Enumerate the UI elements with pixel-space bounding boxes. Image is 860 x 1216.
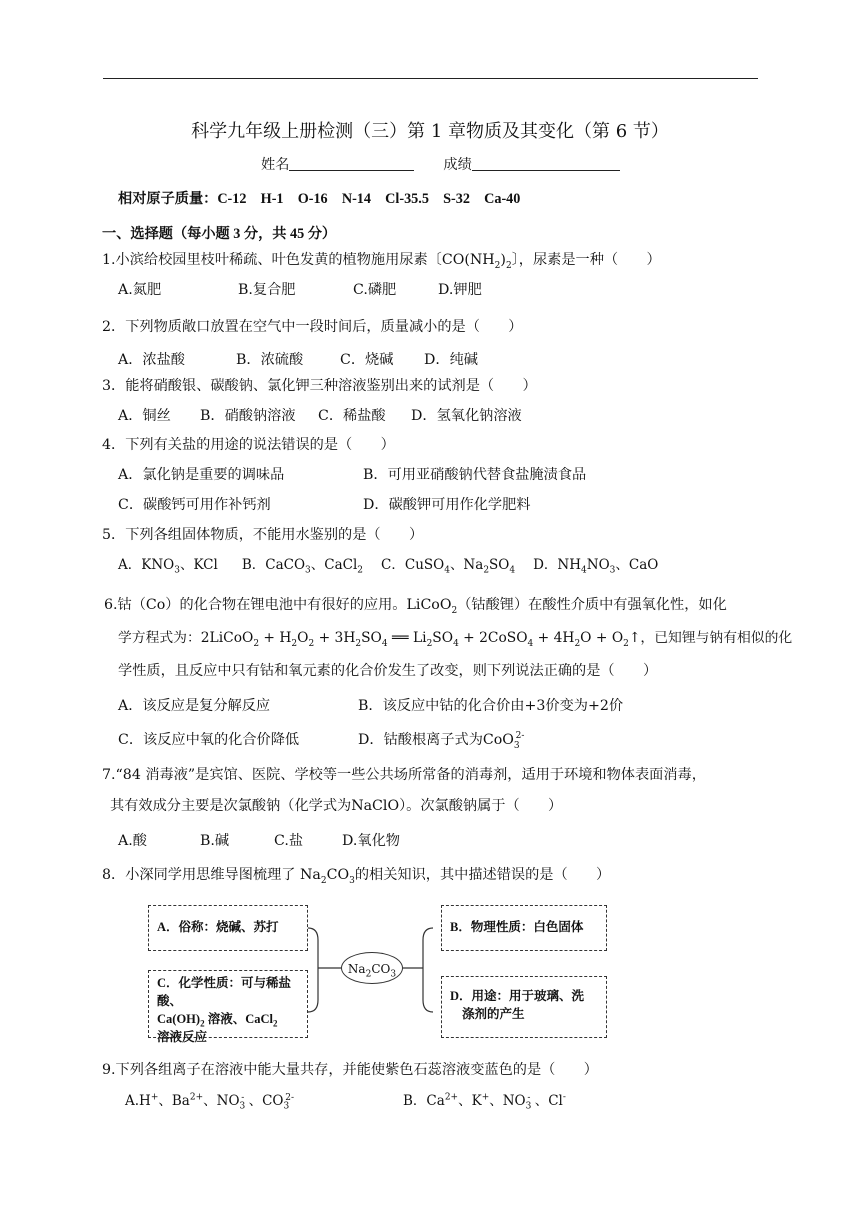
option-a[interactable]: A．$KNO_3$、KCl xyxy=(118,557,218,576)
option-c[interactable]: C．稀盐酸 xyxy=(318,408,386,424)
option-a[interactable]: A.酸 xyxy=(118,833,147,849)
option-c[interactable]: C．烧碱 xyxy=(340,352,394,368)
question-1-options xyxy=(118,281,482,299)
page-title: 科学九年级上册检测（三）第 1 章物质及其变化（第 6 节） xyxy=(191,121,669,142)
option-b[interactable]: B．硝酸钠溶液 xyxy=(200,408,296,424)
question-2: 2．下列物质敞口放置在空气中一段时间后，质量减小的是（ ） xyxy=(102,319,523,335)
question-7-line-2: 其有效成分主要是次氯酸钠（化学式为NaClO）。次氯酸钠属于（ ） xyxy=(110,798,563,814)
question-5: 5．下列各组固体物质，不能用水鉴别的是（ ） xyxy=(102,527,424,543)
option-a[interactable]: A.H+、$Ba^{2+}$、$NO_3^-$ 、$CO_3^{2-}$ xyxy=(125,1092,295,1112)
question-6-options-ab xyxy=(118,697,623,715)
option-c[interactable]: C．碳酸钙可用作补钙剂 xyxy=(118,497,271,513)
box-d: D．用途：用于玻璃、洗 涤剂的产生 xyxy=(441,976,607,1038)
question-8: 8．小深同学用思维导图梳理了 $Na_2CO_3$的相关知识，其中描述错误的是（ ） xyxy=(102,867,611,886)
question-6-options-cd xyxy=(118,731,524,749)
question-4: 4．下列有关盐的用途的说法错误的是（ ） xyxy=(102,437,395,453)
option-d[interactable]: D．$NH_4NO_3$、CaO xyxy=(533,557,659,576)
name-blank[interactable] xyxy=(289,156,414,171)
option-c[interactable]: C.磷肥 xyxy=(353,282,397,298)
question-3: 3．能将硝酸银、碳酸钠、氯化钾三种溶液鉴别出来的试剂是（ ） xyxy=(102,378,537,394)
option-c[interactable]: C．CuSO$_4$、$Na_2SO_4$ xyxy=(381,557,516,576)
option-b[interactable]: B．可用亚硝酸钠代替食盐腌渍食品 xyxy=(363,467,587,483)
question-6-line-3: 学性质，且反应中只有钴和氧元素的化合价发生了改变，则下列说法正确的是（ ） xyxy=(118,663,658,679)
box-b: B．物理性质：白色固体 xyxy=(441,905,607,951)
question-2-options xyxy=(118,351,478,369)
option-c[interactable]: C．该反应中氧的化合价降低 xyxy=(118,732,300,748)
option-d[interactable]: D.钾肥 xyxy=(438,282,482,298)
question-6-line-1: 6.钴（Co）的化合物在锂电池中有很好的应用。LiCoO$_2$（钴酸锂）在酸性介质中有强氧化性，如化 xyxy=(104,597,727,616)
option-a[interactable]: A．该反应是复分解反应 xyxy=(118,698,271,714)
option-b[interactable]: B．$Ca^{2+}$、K+、$NO_3^-$ 、Cl- xyxy=(403,1092,566,1112)
question-4-options-cd xyxy=(118,496,530,514)
mind-map xyxy=(145,900,605,1044)
option-a[interactable]: A．氯化钠是重要的调味品 xyxy=(118,467,285,483)
question-3-options xyxy=(118,407,522,425)
option-a[interactable]: A．铜丝 xyxy=(118,408,171,424)
option-b[interactable]: B．浓硫酸 xyxy=(236,352,304,368)
score-blank[interactable] xyxy=(472,156,620,171)
option-b[interactable]: B.复合肥 xyxy=(238,282,296,298)
center-node: $Na_2CO_3$ xyxy=(341,952,403,984)
option-a[interactable]: A．浓盐酸 xyxy=(118,352,185,368)
option-b[interactable]: B.碱 xyxy=(200,833,230,849)
option-d[interactable]: D．钴酸根离子式为CoO$_3^{2-}$ xyxy=(358,731,525,751)
question-6-equation: 学方程式为：2LiCoO$_2$ + $H_2O_2 + 3H_2SO_4$ ══ $Li_2SO_4$ + 2CoSO$_4$ + $4H_2O$ + $O_2↑$，已知锂与钠有相似的化 xyxy=(118,630,793,649)
option-d[interactable]: D．碳酸钾可用作化学肥料 xyxy=(363,497,531,513)
question-7-line-1: 7.“84 消毒液”是宾馆、医院、学校等一些公共场所常备的消毒剂，适用于环境和物体表面消毒， xyxy=(102,767,706,783)
option-d[interactable]: D.氧化物 xyxy=(342,833,400,849)
question-9: 9.下列各组离子在溶液中能大量共存，并能使紫色石蕊溶液变蓝色的是（ ） xyxy=(102,1062,598,1078)
question-4-options-ab xyxy=(118,466,586,484)
box-a: A．俗称：烧碱、苏打 xyxy=(148,905,308,951)
box-c: C．化学性质：可与稀盐酸、 $Ca(OH)_2$ 溶液、CaCl$_2$ 溶液反应 xyxy=(148,970,308,1038)
student-info-line xyxy=(261,156,620,174)
question-5-options xyxy=(118,556,658,574)
header-rule xyxy=(103,78,758,79)
option-d[interactable]: D．纯碱 xyxy=(424,352,478,368)
question-1: 1.小滨给校园里枝叶稀疏、叶色发黄的植物施用尿素〔$CO(NH_2)_2$〕，尿素是一种（ ） xyxy=(102,252,661,271)
question-9-options xyxy=(125,1092,566,1110)
section-heading: 一、选择题（每小题 3 分，共 45 分） xyxy=(102,226,337,242)
name-label: 姓名 xyxy=(261,157,290,173)
option-b[interactable]: B．该反应中钴的化合价由+3价变为+2价 xyxy=(358,698,624,714)
option-a[interactable]: A.氮肥 xyxy=(118,282,162,298)
question-7-options xyxy=(118,832,400,850)
option-d[interactable]: D．氢氧化钠溶液 xyxy=(411,408,522,424)
option-c[interactable]: C.盐 xyxy=(274,833,304,849)
score-label: 成绩 xyxy=(443,157,472,173)
option-b[interactable]: B．CaCO$_3$、CaCl$_2$ xyxy=(241,557,364,576)
atomic-masses: 相对原子质量：C-12 H-1 O-16 N-14 Cl-35.5 S-32 Ca-40 xyxy=(118,191,521,207)
